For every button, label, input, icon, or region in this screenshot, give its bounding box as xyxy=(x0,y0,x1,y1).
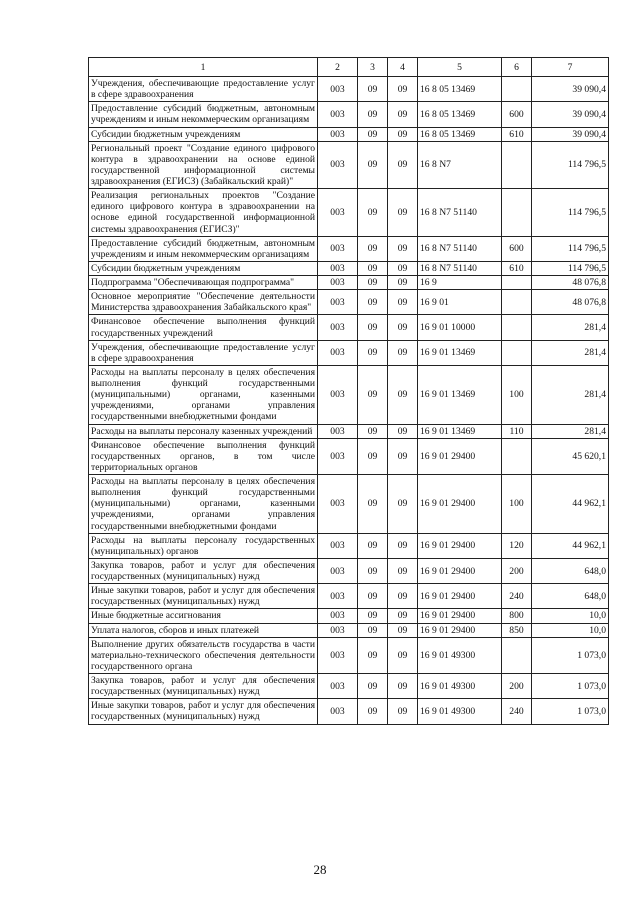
expense-type-cell: 120 xyxy=(502,533,532,558)
table-row xyxy=(89,533,609,558)
row-name-cell: Иные бюджетные ассигнования xyxy=(89,609,318,623)
column-header: 1 xyxy=(89,58,318,77)
admin-code-cell: 003 xyxy=(318,77,358,102)
amount-cell: 648,0 xyxy=(532,584,609,609)
section-code-cell: 09 xyxy=(358,127,388,141)
row-name-cell: Подпрограмма "Обеспечивающая подпрограмма" xyxy=(89,276,318,290)
section-code-cell: 09 xyxy=(358,438,388,474)
admin-code-cell: 003 xyxy=(318,365,358,424)
amount-cell: 281,4 xyxy=(532,340,609,365)
expense-type-cell xyxy=(502,340,532,365)
subsection-code-cell: 09 xyxy=(388,290,418,315)
admin-code-cell: 003 xyxy=(318,127,358,141)
table-row xyxy=(89,77,609,102)
row-name-cell: Учреждения, обеспечивающие предоставление услуг в сфере здравоохранения xyxy=(89,340,318,365)
admin-code-cell: 003 xyxy=(318,236,358,261)
table-row xyxy=(89,261,609,275)
subsection-code-cell: 09 xyxy=(388,424,418,438)
admin-code-cell: 003 xyxy=(318,276,358,290)
table-row xyxy=(89,699,609,724)
expense-type-cell: 100 xyxy=(502,365,532,424)
amount-cell: 39 090,4 xyxy=(532,77,609,102)
expense-type-cell: 100 xyxy=(502,475,532,534)
column-header: 2 xyxy=(318,58,358,77)
target-article-cell: 16 9 01 49300 xyxy=(418,674,502,699)
target-article-cell: 16 9 xyxy=(418,276,502,290)
column-header: 7 xyxy=(532,58,609,77)
row-name-cell: Иные закупки товаров, работ и услуг для обеспечения государственных (муниципальных) нужд xyxy=(89,699,318,724)
row-name-cell: Предоставление субсидий бюджетным, автономным учреждениям и иным некоммерческим организациям xyxy=(89,236,318,261)
target-article-cell: 16 8 N7 51140 xyxy=(418,236,502,261)
target-article-cell: 16 9 01 29400 xyxy=(418,475,502,534)
amount-cell: 114 796,5 xyxy=(532,261,609,275)
admin-code-cell: 003 xyxy=(318,261,358,275)
section-code-cell: 09 xyxy=(358,77,388,102)
table-row xyxy=(89,102,609,127)
amount-cell: 281,4 xyxy=(532,424,609,438)
subsection-code-cell: 09 xyxy=(388,315,418,340)
table-row xyxy=(89,236,609,261)
row-name-cell: Расходы на выплаты персоналу в целях обеспечения выполнения функций государственными (муниципальными) органами, казенными учреждениями, органами управления государственными внебюджетными фондами xyxy=(89,475,318,534)
target-article-cell: 16 8 05 13469 xyxy=(418,102,502,127)
subsection-code-cell: 09 xyxy=(388,699,418,724)
section-code-cell: 09 xyxy=(358,236,388,261)
subsection-code-cell: 09 xyxy=(388,340,418,365)
admin-code-cell: 003 xyxy=(318,533,358,558)
amount-cell: 114 796,5 xyxy=(532,189,609,237)
target-article-cell: 16 9 01 29400 xyxy=(418,609,502,623)
target-article-cell: 16 8 05 13469 xyxy=(418,77,502,102)
admin-code-cell: 003 xyxy=(318,290,358,315)
table-row xyxy=(89,365,609,424)
row-name-cell: Субсидии бюджетным учреждениям xyxy=(89,261,318,275)
expense-type-cell xyxy=(502,315,532,340)
amount-cell: 48 076,8 xyxy=(532,276,609,290)
subsection-code-cell: 09 xyxy=(388,609,418,623)
subsection-code-cell: 09 xyxy=(388,261,418,275)
expense-type-cell xyxy=(502,438,532,474)
table-row xyxy=(89,558,609,583)
row-name-cell: Уплата налогов, сборов и иных платежей xyxy=(89,623,318,637)
subsection-code-cell: 09 xyxy=(388,558,418,583)
target-article-cell: 16 9 01 29400 xyxy=(418,623,502,637)
amount-cell: 1 073,0 xyxy=(532,674,609,699)
subsection-code-cell: 09 xyxy=(388,365,418,424)
table-row xyxy=(89,623,609,637)
subsection-code-cell: 09 xyxy=(388,189,418,237)
table-row xyxy=(89,276,609,290)
row-name-cell: Расходы на выплаты персоналу государственных (муниципальных) органов xyxy=(89,533,318,558)
table-row xyxy=(89,475,609,534)
section-code-cell: 09 xyxy=(358,674,388,699)
row-name-cell: Закупка товаров, работ и услуг для обеспечения государственных (муниципальных) нужд xyxy=(89,674,318,699)
row-name-cell: Предоставление субсидий бюджетным, автономным учреждениям и иным некоммерческим организациям xyxy=(89,102,318,127)
target-article-cell: 16 9 01 29400 xyxy=(418,584,502,609)
expense-type-cell: 800 xyxy=(502,609,532,623)
expense-type-cell: 600 xyxy=(502,236,532,261)
section-code-cell: 09 xyxy=(358,102,388,127)
subsection-code-cell: 09 xyxy=(388,236,418,261)
expense-type-cell xyxy=(502,290,532,315)
amount-cell: 1 073,0 xyxy=(532,699,609,724)
section-code-cell: 09 xyxy=(358,475,388,534)
table-row xyxy=(89,189,609,237)
subsection-code-cell: 09 xyxy=(388,674,418,699)
expense-type-cell: 610 xyxy=(502,127,532,141)
target-article-cell: 16 9 01 29400 xyxy=(418,533,502,558)
expense-type-cell xyxy=(502,189,532,237)
column-header: 6 xyxy=(502,58,532,77)
section-code-cell: 09 xyxy=(358,699,388,724)
expense-type-cell: 850 xyxy=(502,623,532,637)
row-name-cell: Финансовое обеспечение выполнения функций государственных учреждений xyxy=(89,315,318,340)
table-row xyxy=(89,637,609,673)
expense-type-cell xyxy=(502,637,532,673)
amount-cell: 114 796,5 xyxy=(532,236,609,261)
table-row xyxy=(89,127,609,141)
subsection-code-cell: 09 xyxy=(388,276,418,290)
amount-cell: 281,4 xyxy=(532,315,609,340)
table-row xyxy=(89,609,609,623)
admin-code-cell: 003 xyxy=(318,424,358,438)
admin-code-cell: 003 xyxy=(318,674,358,699)
row-name-cell: Иные закупки товаров, работ и услуг для обеспечения государственных (муниципальных) нужд xyxy=(89,584,318,609)
table-row xyxy=(89,315,609,340)
section-code-cell: 09 xyxy=(358,290,388,315)
table-body xyxy=(89,77,609,725)
table-row xyxy=(89,438,609,474)
expense-type-cell: 600 xyxy=(502,102,532,127)
target-article-cell: 16 9 01 49300 xyxy=(418,699,502,724)
admin-code-cell: 003 xyxy=(318,637,358,673)
table-row xyxy=(89,340,609,365)
section-code-cell: 09 xyxy=(358,340,388,365)
section-code-cell: 09 xyxy=(358,261,388,275)
section-code-cell: 09 xyxy=(358,365,388,424)
subsection-code-cell: 09 xyxy=(388,584,418,609)
target-article-cell: 16 8 N7 51140 xyxy=(418,189,502,237)
subsection-code-cell: 09 xyxy=(388,127,418,141)
target-article-cell: 16 8 05 13469 xyxy=(418,127,502,141)
admin-code-cell: 003 xyxy=(318,141,358,189)
admin-code-cell: 003 xyxy=(318,438,358,474)
column-header: 5 xyxy=(418,58,502,77)
expense-type-cell: 110 xyxy=(502,424,532,438)
section-code-cell: 09 xyxy=(358,637,388,673)
budget-table xyxy=(88,57,609,725)
expense-type-cell: 240 xyxy=(502,699,532,724)
column-header: 3 xyxy=(358,58,388,77)
subsection-code-cell: 09 xyxy=(388,102,418,127)
row-name-cell: Региональный проект "Создание единого цифрового контура в здравоохранении на основе единой государственной информационной системы здравоохранения (ЕГИСЗ) (Забайкальский край)" xyxy=(89,141,318,189)
amount-cell: 114 796,5 xyxy=(532,141,609,189)
table-row xyxy=(89,141,609,189)
amount-cell: 281,4 xyxy=(532,365,609,424)
row-name-cell: Основное мероприятие "Обеспечение деятельности Министерства здравоохранения Забайкальского края" xyxy=(89,290,318,315)
admin-code-cell: 003 xyxy=(318,584,358,609)
admin-code-cell: 003 xyxy=(318,558,358,583)
target-article-cell: 16 8 N7 xyxy=(418,141,502,189)
admin-code-cell: 003 xyxy=(318,699,358,724)
row-name-cell: Учреждения, обеспечивающие предоставление услуг в сфере здравоохранения xyxy=(89,77,318,102)
subsection-code-cell: 09 xyxy=(388,77,418,102)
expense-type-cell: 200 xyxy=(502,674,532,699)
amount-cell: 39 090,4 xyxy=(532,127,609,141)
target-article-cell: 16 9 01 13469 xyxy=(418,340,502,365)
amount-cell: 10,0 xyxy=(532,623,609,637)
row-name-cell: Расходы на выплаты персоналу в целях обеспечения выполнения функций государственными (муниципальными) органами, казенными учреждениями, органами управления государственными внебюджетными фондами xyxy=(89,365,318,424)
amount-cell: 648,0 xyxy=(532,558,609,583)
target-article-cell: 16 9 01 29400 xyxy=(418,558,502,583)
expense-type-cell xyxy=(502,276,532,290)
row-name-cell: Субсидии бюджетным учреждениям xyxy=(89,127,318,141)
section-code-cell: 09 xyxy=(358,584,388,609)
expense-type-cell xyxy=(502,141,532,189)
row-name-cell: Выполнение других обязательств государства в части материально-технического обеспечения деятельности государственного органа xyxy=(89,637,318,673)
row-name-cell: Закупка товаров, работ и услуг для обеспечения государственных (муниципальных) нужд xyxy=(89,558,318,583)
row-name-cell: Расходы на выплаты персоналу казенных учреждений xyxy=(89,424,318,438)
table-row xyxy=(89,424,609,438)
table-row xyxy=(89,290,609,315)
admin-code-cell: 003 xyxy=(318,475,358,534)
expense-type-cell xyxy=(502,77,532,102)
table-row xyxy=(89,584,609,609)
expense-type-cell: 200 xyxy=(502,558,532,583)
row-name-cell: Финансовое обеспечение выполнения функций государственных органов, в том числе территориальных органов xyxy=(89,438,318,474)
column-header: 4 xyxy=(388,58,418,77)
section-code-cell: 09 xyxy=(358,424,388,438)
amount-cell: 10,0 xyxy=(532,609,609,623)
target-article-cell: 16 9 01 xyxy=(418,290,502,315)
amount-cell: 48 076,8 xyxy=(532,290,609,315)
subsection-code-cell: 09 xyxy=(388,637,418,673)
target-article-cell: 16 9 01 13469 xyxy=(418,424,502,438)
section-code-cell: 09 xyxy=(358,558,388,583)
page-number: 28 xyxy=(313,862,327,877)
section-code-cell: 09 xyxy=(358,533,388,558)
subsection-code-cell: 09 xyxy=(388,141,418,189)
amount-cell: 39 090,4 xyxy=(532,102,609,127)
amount-cell: 45 620,1 xyxy=(532,438,609,474)
table-header-row xyxy=(89,58,609,77)
admin-code-cell: 003 xyxy=(318,340,358,365)
subsection-code-cell: 09 xyxy=(388,438,418,474)
admin-code-cell: 003 xyxy=(318,609,358,623)
target-article-cell: 16 9 01 13469 xyxy=(418,365,502,424)
target-article-cell: 16 8 N7 51140 xyxy=(418,261,502,275)
section-code-cell: 09 xyxy=(358,623,388,637)
admin-code-cell: 003 xyxy=(318,315,358,340)
admin-code-cell: 003 xyxy=(318,189,358,237)
row-name-cell: Реализация региональных проектов "Создание единого цифрового контура в здравоохранении на основе единой государственной информационной системы здравоохранения (ЕГИСЗ)" xyxy=(89,189,318,237)
amount-cell: 44 962,1 xyxy=(532,533,609,558)
target-article-cell: 16 9 01 10000 xyxy=(418,315,502,340)
admin-code-cell: 003 xyxy=(318,623,358,637)
section-code-cell: 09 xyxy=(358,315,388,340)
target-article-cell: 16 9 01 49300 xyxy=(418,637,502,673)
subsection-code-cell: 09 xyxy=(388,623,418,637)
admin-code-cell: 003 xyxy=(318,102,358,127)
section-code-cell: 09 xyxy=(358,141,388,189)
amount-cell: 1 073,0 xyxy=(532,637,609,673)
expense-type-cell: 240 xyxy=(502,584,532,609)
table-row xyxy=(89,674,609,699)
target-article-cell: 16 9 01 29400 xyxy=(418,438,502,474)
subsection-code-cell: 09 xyxy=(388,475,418,534)
expense-type-cell: 610 xyxy=(502,261,532,275)
section-code-cell: 09 xyxy=(358,189,388,237)
section-code-cell: 09 xyxy=(358,609,388,623)
amount-cell: 44 962,1 xyxy=(532,475,609,534)
subsection-code-cell: 09 xyxy=(388,533,418,558)
section-code-cell: 09 xyxy=(358,276,388,290)
